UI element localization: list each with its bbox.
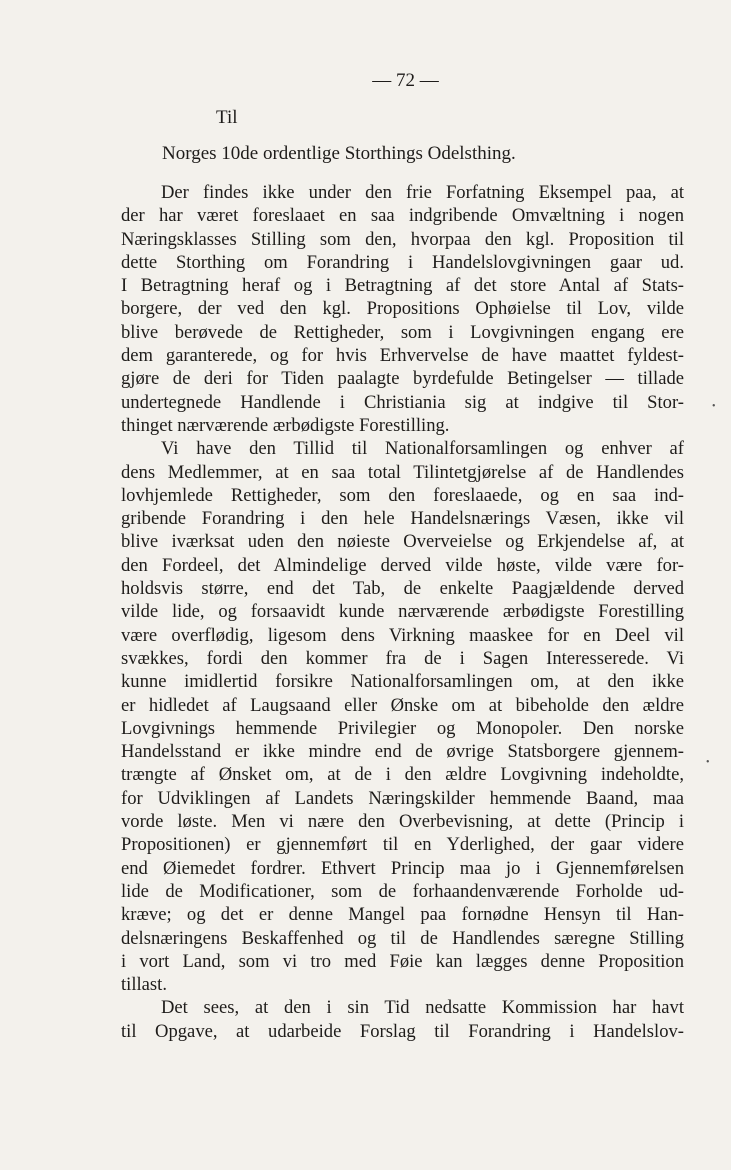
text-line: Det sees, at den i sin Tid nedsatte Kommission har havt (161, 997, 684, 1019)
text-line: er hidledet af Laugsaand eller Ønske om at bibeholde den ældre (121, 694, 684, 716)
text-line: kunne imidlertid forsikre Nationalforsamlingen om, at den ikke (121, 671, 684, 693)
text-line: blive berøvede de Rettigheder, som i Lovgivningen engang ere (121, 321, 684, 343)
text-line: gjøre de deri for Tiden paalagte byrdefulde Betingelser — tillade (121, 368, 684, 390)
text-line: holdsvis større, end det Tab, de enkelte Paagjældende derved (121, 578, 684, 600)
text-line: Næringsklasses Stilling som den, hvorpaa den kgl. Proposition til (121, 228, 684, 250)
text-line: være overflødig, ligesom dens Virkning maaskee for en Deel vil (121, 624, 684, 646)
text-line: vorde løste. Men vi nære den Overbevisning, at dette (Princip i (121, 811, 684, 833)
text-line: dens Medlemmer, at en saa total Tilintetgjørelse af de Handlendes (121, 461, 684, 483)
text-line: blive iværksat uden den nøieste Overveielse og Erkjendelse af, at (121, 531, 684, 553)
text-line: for Udviklingen af Landets Næringskilder hemmende Baand, maa (121, 787, 684, 809)
text-line: dem garanterede, og for hvis Erhvervelse de have maattet fyldest- (121, 345, 684, 367)
page-number: — 72 — (372, 70, 439, 91)
text-line: der har været foreslaaet en saa indgribende Omvæltning i nogen (121, 205, 684, 227)
text-line: gribende Forandring i den hele Handelsnærings Væsen, ikke vil (121, 508, 684, 530)
text-line: thinget nærværende ærbødigste Forestilling. (121, 414, 450, 436)
text-line: den Fordeel, det Almindelige derved vilde høste, vilde være for- (121, 554, 684, 576)
text-line: lide de Modificationer, som de forhaandenværende Forholde ud- (121, 880, 684, 902)
text-line: svækkes, fordi den kommer fra de i Sagen Interesserede. Vi (121, 647, 684, 669)
text-line: kræve; og det er denne Mangel paa fornødne Hensyn til Han- (121, 904, 684, 926)
text-line: lovhjemlede Rettigheder, som den foreslaaede, og en saa ind- (121, 484, 684, 506)
addressee-heading: Norges 10de ordentlige Storthings Odelsthing. (162, 143, 516, 164)
text-line: I Betragtning heraf og i Betragtning af det store Antal af Stats- (121, 275, 684, 297)
text-line: Handelsstand er ikke mindre end de øvrige Statsborgere gjennem- (121, 741, 684, 763)
margin-mark: • (706, 757, 710, 768)
salutation: Til (216, 107, 238, 128)
text-line: borgere, der ved den kgl. Propositions Ophøielse til Lov, vilde (121, 298, 684, 320)
text-line: trængte af Ønsket om, at de i den ældre Lovgivning indeholdte, (121, 764, 684, 786)
text-line: undertegnede Handlende i Christiania sig at indgive til Stor- (121, 391, 684, 413)
text-line: vilde lide, og forsaavidt kunde nærværende ærbødigste Forestilling (121, 601, 684, 623)
text-line: i vort Land, som vi tro med Føie kan lægges denne Proposition (121, 950, 684, 972)
text-line: til Opgave, at udarbeide Forslag til Forandring i Handelslov- (121, 1020, 684, 1042)
margin-mark: • (712, 401, 716, 412)
text-line: tillast. (121, 974, 167, 996)
letter-body (121, 181, 684, 1043)
text-line: Propositionen) er gjennemført til en Yderlighed, der gaar videre (121, 834, 684, 856)
text-line: Der findes ikke under den frie Forfatning Eksempel paa, at (161, 182, 684, 203)
text-line: dette Storthing om Forandring i Handelslovgivningen gaar ud. (121, 251, 684, 273)
text-line: end Øiemedet fordrer. Ethvert Princip maa jo i Gjennemførelsen (121, 857, 684, 879)
text-line: Lovgivnings hemmende Privilegier og Monopoler. Den norske (121, 717, 684, 739)
text-line: Vi have den Tillid til Nationalforsamlingen og enhver af (161, 438, 684, 460)
text-line: delsnæringens Beskaffenhed og til de Handlendes særegne Stilling (121, 927, 684, 949)
